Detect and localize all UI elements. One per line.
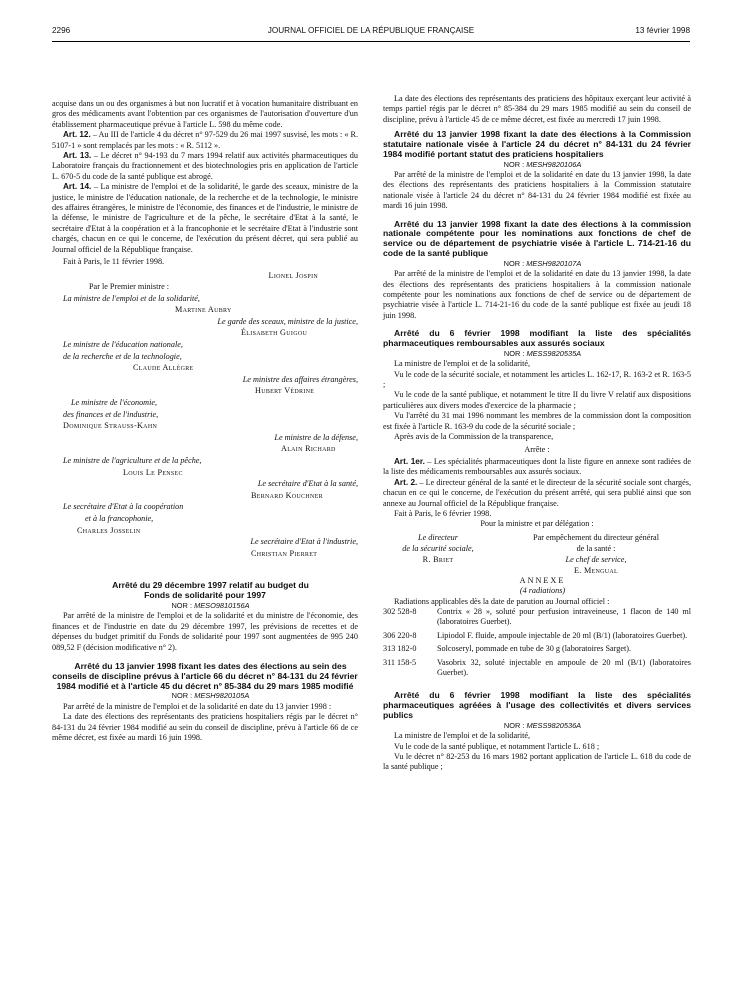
issue-date: 13 février 1998 xyxy=(635,26,690,35)
table-row xyxy=(383,644,691,657)
paragraph: La ministre de l'emploi et de la solidarité, xyxy=(394,731,531,741)
signatory-role: Le ministre de l'agriculture et de la pêche, xyxy=(63,456,202,465)
nor-code: MESH9820107A xyxy=(526,258,582,268)
decree-title: Arrêté du 13 janvier 1998 fixant la date des élections à la Commission statutaire nationale visée à l'article 24 du décret n° 84-131 du 24 février 1984 modifié portant statut des praticiens hospitaliers xyxy=(383,129,691,159)
paragraph: Vu le code de la sécurité sociale, et notamment les articles L. 162-17, R. 163-2 et R. 163-5 ; xyxy=(383,369,691,390)
signatory-role: Le secrétaire d'Etat à la santé, xyxy=(257,479,358,489)
annex-title: ANNEXE xyxy=(519,575,566,585)
signatory-role: de la sécurité sociale, xyxy=(402,543,474,553)
paragraph: La date des élections des représentants des praticiens hospitaliers régis par le décret n° 84-131 du 24 février 1984 modifié au sein du conseil de discipline, prévu à l'article 66 de ce même décret, est fixée au mardi 16 juin 1998. xyxy=(52,712,358,742)
article-label: Art. 14. xyxy=(63,182,92,192)
nor-reference xyxy=(383,259,691,269)
signatory-name: Charles Josselin xyxy=(77,525,141,535)
article-text: – Le décret n° 94-193 du 7 mars 1994 relatif aux activités pharmaceutiques du Laboratoire français du fractionnement et des biotechnologies pris en application de l'article L. 670-5 du code de la santé publique est abrogé. xyxy=(52,151,358,181)
article-14 xyxy=(52,182,358,255)
article-label: Art. 1er. xyxy=(394,456,425,466)
delegation-line: Pour la ministre et par délégation : xyxy=(480,519,594,529)
signatory-role: de la recherche et de la technologie, xyxy=(63,351,182,361)
paragraph: Vu l'arrêté du 31 mai 1996 nommant les membres de la commission dont la composition est fixée à l'article R. 163-9 du code de la sécurité sociale ; xyxy=(383,411,691,431)
nor-label: NOR : xyxy=(171,691,195,701)
signatory-name: Lionel Jospin xyxy=(268,270,318,280)
article-text: – La ministre de l'emploi et de la solidarité, le garde des sceaux, ministre de la justice, le ministre de l'éducation nationale, de la recherche et de la technologie, le ministre des affaires étrangères, le ministre de l'économie, des finances et de l'industrie, le ministre de la défense, le ministre de l'agriculture et de la pêche, le secrétaire d'Etat à la santé, le secrétaire d'Etat à la coopération et à la francophonie et le secrétaire d'Etat à l'industrie sont chargés, chacun en ce qui le concerne, de l'exécution du présent décret, qui sera publié au Journal officiel de la République française. xyxy=(52,182,358,254)
paragraph: Après avis de la Commission de la transparence, xyxy=(394,432,554,442)
right-column xyxy=(383,94,691,773)
arrete-heading: Arrête : xyxy=(524,444,550,454)
signatory-role: Le directeur xyxy=(418,532,458,542)
product-description: Lipiodol F. fluide, ampoule injectable de 20 ml (B/1) (laboratoires Guerbet). xyxy=(437,630,688,640)
paragraph: Vu le décret n° 82-253 du 16 mars 1982 portant application de l'article L. 618 du code de la santé publique ; xyxy=(383,752,691,772)
article-2 xyxy=(383,478,691,509)
product-description: Contrix « 28 », soluté pour perfusion intraveineuse, 1 flacon de 140 ml (laboratoires Guerbet). xyxy=(437,606,691,627)
paragraph: Par arrêté de la ministre de l'emploi et de la solidarité et du ministre de l'économie, des finances et de l'industrie en date du 29 décembre 1997, les prévisions de recettes et de dépenses du budget primitif du Fonds de solidarité pour 1997 sont augmentées de 995 240 089,52 F (décision modificative n° 2). xyxy=(52,611,358,652)
product-description: Vasobrix 32, soluté injectable en ampoule de 20 ml (B/1) (laboratoires Guerbet). xyxy=(437,657,691,678)
table-row xyxy=(383,658,691,682)
delegation-signatures xyxy=(383,532,691,576)
article-1 xyxy=(383,457,691,478)
signatory-name: Louis Le Pensec xyxy=(123,467,183,477)
nor-reference xyxy=(52,691,358,701)
article-text: – Le directeur général de la santé et le directeur de la sécurité sociale sont chargés, chacun en ce qui le concerne, de l'exécution du présent arrêté, qui sera publié ainsi que son annexe au Journal officiel de la République française. xyxy=(383,477,691,508)
signature-right xyxy=(501,532,691,576)
cip-code: 311 158-5 xyxy=(383,657,417,667)
page-number: 2296 xyxy=(52,26,71,35)
signatory-role: Le ministre des affaires étrangères, xyxy=(242,374,358,384)
paragraph: acquise dans un ou des organismes à but non lucratif et à vocation humanitaire distribuant en gros des médicaments avant l'obtention par ces organismes de l'autorisation d'ouverture d'un établissement pharmaceutique prévue à l'article L. 598 du même code. xyxy=(52,99,358,129)
nor-label: NOR : xyxy=(503,159,527,169)
article-12 xyxy=(52,130,358,151)
signatory-name: Dominique Strauss-Kahn xyxy=(63,421,158,431)
nor-code: MESH9820105A xyxy=(194,691,250,701)
signatory-name: Alain Richard xyxy=(281,444,336,454)
signatory-role: Le garde des sceaux, ministre de la justice, xyxy=(217,316,358,326)
nor-code: MESS9820535A xyxy=(526,348,582,358)
nor-label: NOR : xyxy=(171,600,195,610)
decree-title: Arrêté du 13 janvier 1998 fixant la date des élections à la commission nationale compétente pour les nominations aux fonctions de chef de service ou de département de psychiatrie visée à l'article L. 714-21-16 du code de la santé publique xyxy=(383,218,691,259)
signatory-role: Le chef de service, xyxy=(565,554,627,564)
paragraph: Par arrêté de la ministre de l'emploi et de la solidarité en date du 13 janvier 1998, la date des élections des représentants des praticiens hospitaliers à la Commission statutaire nationale visée à l'article 24 du décret n° 84-131 du 24 février 1984 modifié est fixée au mardi 16 juin 1998. xyxy=(383,170,691,211)
signatory-role: et à la francophonie, xyxy=(85,513,154,523)
signatory-role: Le secrétaire d'Etat à la coopération xyxy=(63,502,184,512)
page-header xyxy=(52,26,690,38)
article-13 xyxy=(52,151,358,182)
signatory-role: des finances et de l'industrie, xyxy=(63,409,159,419)
decree-title: Arrêté du 13 janvier 1998 fixant les dates des élections au sein des conseils de discipline prévus à l'article 66 du décret n° 84-131 du 24 février 1984 modifié et à l'article 45 du décret n° 85-384 du 29 mars 1985 modifié xyxy=(52,660,358,691)
decree-title: Arrêté du 6 février 1998 modifiant la liste des spécialités pharmaceutiques remboursables aux assurés sociaux xyxy=(383,328,691,349)
signature-date: Fait à Paris, le 11 février 1998. xyxy=(63,257,165,267)
nor-reference xyxy=(383,349,691,359)
nor-code: MESO9810156A xyxy=(194,600,250,610)
cip-code: 313 182-0 xyxy=(383,644,417,654)
nor-code: MESH9820106A xyxy=(526,159,582,169)
signatory-name: Christian Pierret xyxy=(251,548,318,558)
signature-left xyxy=(383,532,493,576)
signatures-block xyxy=(52,270,358,560)
nor-label: NOR : xyxy=(503,720,527,730)
signatory-role: de la santé : xyxy=(576,543,616,553)
paragraph: La ministre de l'emploi et de la solidarité, xyxy=(394,359,531,369)
signatory-name: E. Mengual xyxy=(573,565,619,575)
nor-label: NOR : xyxy=(503,348,527,358)
article-text: – Les spécialités pharmaceutiques dont la liste figure en annexe sont radiées de la liste des médicaments remboursables aux assurés sociaux. xyxy=(383,456,691,477)
journal-title: JOURNAL OFFICIEL DE LA RÉPUBLIQUE FRANÇAISE xyxy=(267,26,475,35)
signatory-role: Le ministre de l'éducation nationale, xyxy=(63,340,183,350)
article-label: Art. 12. xyxy=(63,130,91,140)
signatory-role: La ministre de l'emploi et de la solidarité, xyxy=(63,293,200,303)
signatory-role: Le ministre de la défense, xyxy=(274,432,358,442)
signature-date: Fait à Paris, le 6 février 1998. xyxy=(394,508,492,518)
signatory-name: Claude Allègre xyxy=(133,363,194,373)
decree-title: Arrêté du 6 février 1998 modifiant la liste des spécialités pharmaceutiques agréées à l'usage des collectivités et divers services publics xyxy=(383,690,691,721)
paragraph: Par arrêté de la ministre de l'emploi et de la solidarité en date du 13 janvier 1998, la date des élections des représentants des praticiens hospitaliers à la commission nationale compétente pour les nominations aux fonctions de chef de service ou de département de psychiatrie visée à l'article L. 714-21-16 du code de la santé publique est fixée au jeudi 18 juin 1998. xyxy=(383,269,691,320)
product-description: Solcoseryl, pommade en tube de 30 g (laboratoires Sarget). xyxy=(437,644,632,654)
signatory-name: R. Briet xyxy=(422,554,454,564)
signatory-name: Élisabeth Guigou xyxy=(241,328,308,338)
paragraph: Vu le code de la santé publique, et notamment le titre II du livre V relatif aux dispositions particulières aux divers modes d'exercice de la pharmacie ; xyxy=(383,390,691,410)
decree-title: Arrêté du 29 décembre 1997 relatif au budget du Fonds de solidarité pour 1997 xyxy=(112,580,309,601)
article-text: – Au III de l'article 4 du décret n° 97-529 du 26 mai 1997 susvisé, les mots : « R. 5107-1 » sont remplacés par les mots : « R. 5112 ». xyxy=(52,130,358,150)
table-row xyxy=(383,607,691,631)
article-label: Art. 2. xyxy=(394,477,418,487)
annex-subtitle: (4 radiations) xyxy=(519,586,566,596)
cip-code: 306 220-8 xyxy=(383,630,417,640)
nor-reference xyxy=(383,160,691,170)
paragraph: La date des élections des représentants des praticiens des hôpitaux exerçant leur activité à temps partiel régis par le décret n° 85-384 du 29 mars 1985 modifié au sein du conseil de discipline, prévu à l'article 45 de ce même décret, est fixée au mercredi 17 juin 1998. xyxy=(383,94,691,124)
paragraph: Par arrêté de la ministre de l'emploi et de la solidarité en date du 13 janvier 1998 : xyxy=(63,701,332,711)
nor-label: NOR : xyxy=(503,258,527,268)
article-label: Art. 13. xyxy=(63,151,92,161)
signatory-role: Le secrétaire d'Etat à l'industrie, xyxy=(250,537,358,547)
cip-code: 302 528-8 xyxy=(383,606,417,616)
signatory-role: Le ministre de l'économie, xyxy=(71,398,158,408)
signatory-name: Martine Aubry xyxy=(175,305,232,315)
signatory-name: Hubert Védrine xyxy=(255,386,315,396)
signatory-intro: Par le Premier ministre : xyxy=(89,282,170,292)
table-row xyxy=(383,631,691,644)
annex-intro: Radiations applicables dès la date de parution au Journal officiel : xyxy=(394,596,610,606)
radiations-table xyxy=(383,607,691,681)
nor-code: MESS9820536A xyxy=(526,720,582,730)
header-rule xyxy=(52,41,690,42)
signatory-role: Par empêchement du directeur général xyxy=(533,532,659,542)
signatory-name: Bernard Kouchner xyxy=(251,490,323,500)
nor-reference xyxy=(383,721,691,731)
left-column xyxy=(52,99,358,743)
paragraph: Vu le code de la santé publique, et notamment l'article L. 618 ; xyxy=(394,741,600,751)
nor-reference xyxy=(52,601,358,611)
